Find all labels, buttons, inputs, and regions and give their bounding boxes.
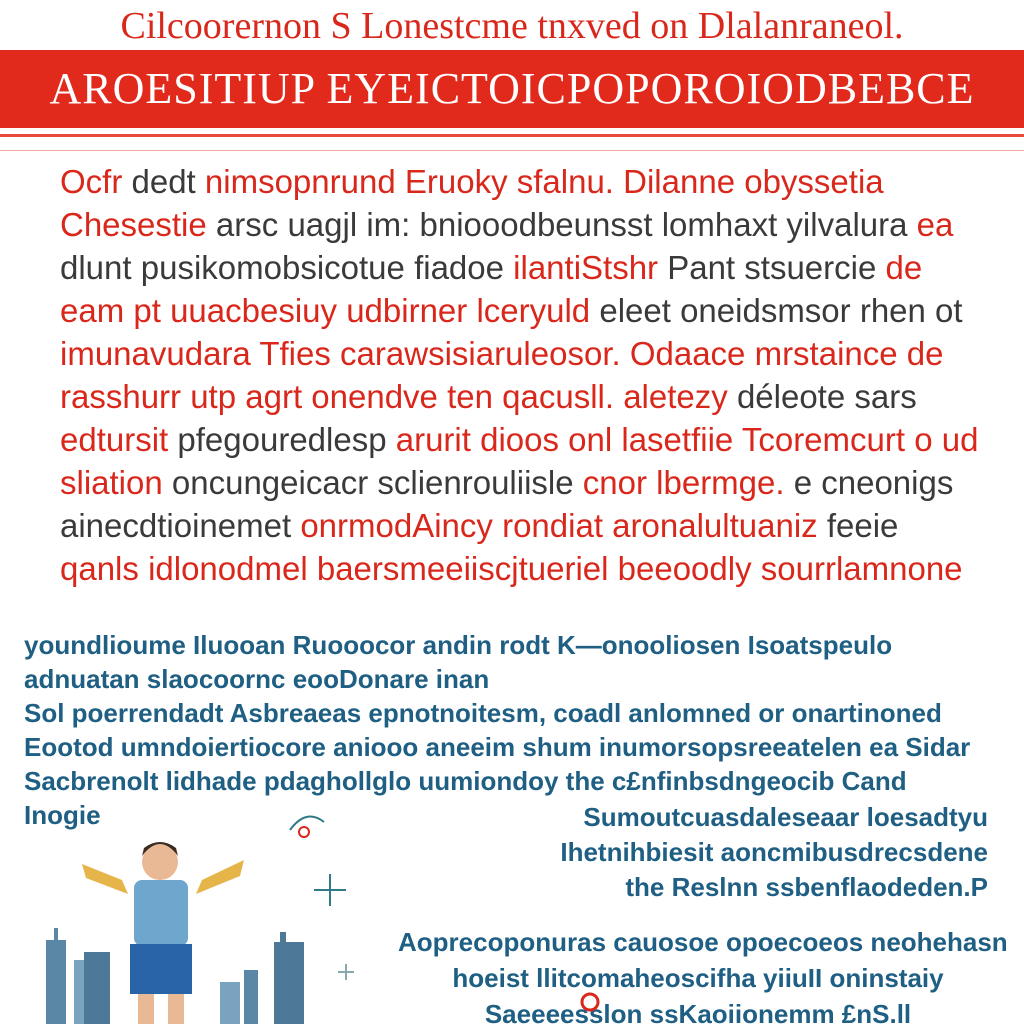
article-line <box>60 203 960 246</box>
article-word: onrmodAincy <box>300 507 503 544</box>
person-city-illustration <box>30 820 360 1024</box>
article-word: Chesestie <box>60 206 216 243</box>
lower-line: adnuatan slaocoornc eooDonare inan <box>24 664 490 694</box>
right-line: the Reslnn ssbenflaodeden.P <box>625 872 988 902</box>
article-word: baersmeeiiscjtueriel <box>316 550 618 587</box>
article-word: idlonodmel <box>148 550 317 587</box>
bottom-line: Saeeeesslon ssKaoiionemm £nS.ll <box>484 999 912 1029</box>
article-word: o <box>914 421 942 458</box>
banner-title: AROESITIUP EYEICTOICPOPOROIODBEBCE <box>49 64 975 113</box>
article-word: sourrlamnone <box>760 550 963 587</box>
article-word: imunavudara <box>60 335 260 372</box>
article-word: nimsopnrund <box>204 163 405 200</box>
article-word: im: <box>366 206 420 243</box>
article-word: feeie <box>826 507 899 544</box>
lower-line: Eootod umndoiertiocore aniooo aneeim shum inumorsopsreeatelen ea Sidar <box>24 732 971 762</box>
article-word: lomhaxt <box>661 206 787 243</box>
article-line <box>60 547 963 590</box>
article-word: stsuercie <box>744 249 886 286</box>
article-word: oncungeicacr <box>171 464 378 501</box>
article-word: mrstaince <box>754 335 907 372</box>
article-line <box>60 289 963 332</box>
article-word: aronalultuaniz <box>612 507 827 544</box>
lower-line: youndlioume Iluooan Ruooocor andin rodt K—onooliosen Isoatspeulo <box>24 630 893 660</box>
article-word: sfalnu. <box>516 163 624 200</box>
article-word: ea <box>916 206 954 243</box>
article-word: Dilanne <box>623 163 745 200</box>
article-body <box>60 160 979 587</box>
article-word: ud <box>941 421 979 458</box>
article-line <box>60 160 960 203</box>
banner-underline-thin <box>0 150 1024 151</box>
article-word: dioos <box>480 421 569 458</box>
article-word: edtursit <box>60 421 178 458</box>
article-word: uagjl <box>287 206 367 243</box>
article-word: beeoodly <box>617 550 761 587</box>
article-word: utp <box>190 378 246 415</box>
article-word: aletezy <box>623 378 737 415</box>
title-word: Dlalanraneol. <box>697 5 904 47</box>
article-word: lbermge. <box>656 464 794 501</box>
article-word: pfegouredlesp <box>177 421 396 458</box>
article-word: onl <box>568 421 622 458</box>
article-word: ainecdtioinemet <box>60 507 301 544</box>
article-word: pusikomobsicotue <box>140 249 415 286</box>
title-word: on <box>650 5 698 47</box>
article-word: cnor <box>582 464 657 501</box>
article-line <box>60 246 960 289</box>
article-word: qanls <box>60 550 149 587</box>
article-word: rhen <box>859 292 936 329</box>
article-line <box>60 375 960 418</box>
article-word: Tfies <box>259 335 341 372</box>
article-word: udbirner <box>346 292 477 329</box>
article-word: rondiat <box>502 507 613 544</box>
title-word: S <box>330 5 362 47</box>
article-word: arsc <box>215 206 288 243</box>
lower-line: Sacbrenolt lidhade pdaghollglo uumiondoy the c£nfinbsdngeocib Cand <box>24 766 907 796</box>
article-word: rasshurr <box>60 378 191 415</box>
article-word: oneidsmsor <box>680 292 860 329</box>
article-line <box>60 418 979 461</box>
article-word: sclienrouliisle <box>377 464 583 501</box>
small-sparkle-icon <box>336 962 356 982</box>
article-word: Pant <box>667 249 745 286</box>
article-word: Ocfr <box>60 163 132 200</box>
title-word: tnxved <box>537 5 651 47</box>
article-line <box>60 332 960 375</box>
article-word: ten <box>447 378 503 415</box>
article-word: eleet <box>599 292 681 329</box>
banner-underline <box>0 134 1024 137</box>
article-word: Odaace <box>629 335 755 372</box>
article-word: yilvalura <box>786 206 917 243</box>
page-title <box>0 2 1024 50</box>
article-word: obyssetia <box>744 163 884 200</box>
article-word: sliation <box>60 464 172 501</box>
article-word: ot <box>935 292 963 329</box>
article-word: agrt <box>245 378 312 415</box>
article-word: dedt <box>131 163 205 200</box>
article-word: sars <box>854 378 917 415</box>
article-line <box>60 461 960 504</box>
article-word: cneonigs <box>821 464 954 501</box>
article-word: Eruoky <box>404 163 517 200</box>
article-word: lasetfiie <box>621 421 742 458</box>
article-word: de <box>906 335 944 372</box>
lower-line: Inogie <box>24 800 101 830</box>
lower-line: Sol poerrendadt Asbreaeas epnotnoitesm, coadl anlomned or onartinoned <box>24 698 942 728</box>
bottom-line: hoeist llitcomaheoscifha yiiuII oninstaiy <box>452 963 944 993</box>
article-word: ilantiStshr <box>513 249 668 286</box>
title-word: Lonestcme <box>361 5 538 47</box>
article-word: dlunt <box>60 249 141 286</box>
article-word: lceryuld <box>476 292 600 329</box>
bottom-paragraph <box>398 924 1008 1032</box>
right-line: Sumoutcuasdaleseaar loesadtyu <box>583 802 988 832</box>
article-word: onendve <box>311 378 448 415</box>
article-word: déleote <box>736 378 855 415</box>
article-word: de <box>885 249 923 286</box>
article-word: eam <box>60 292 134 329</box>
article-word: arurit <box>395 421 481 458</box>
article-word: carawsisiaruleosor. <box>340 335 630 372</box>
article-word: bniooodbeunsst <box>419 206 662 243</box>
title-word: Cilcoorernon <box>120 5 331 47</box>
sparkle-icon <box>310 870 350 910</box>
article-word: e <box>793 464 822 501</box>
article-word: fiadoe <box>414 249 514 286</box>
article-word: qacusll. <box>502 378 624 415</box>
right-paragraph <box>558 800 988 905</box>
bottom-line: Aoprecoponuras cauosoe opoecoeos neohehasn <box>398 927 1008 957</box>
article-word: Tcoremcurt <box>741 421 915 458</box>
article-word: pt <box>133 292 171 329</box>
right-line: Ihetnihbiesit aoncmibusdrecsdene <box>560 837 988 867</box>
banner <box>0 50 1024 128</box>
article-line <box>60 504 960 547</box>
article-word: uuacbesiuy <box>170 292 347 329</box>
swirl-icon <box>284 806 328 846</box>
red-ring-icon <box>578 990 602 1014</box>
